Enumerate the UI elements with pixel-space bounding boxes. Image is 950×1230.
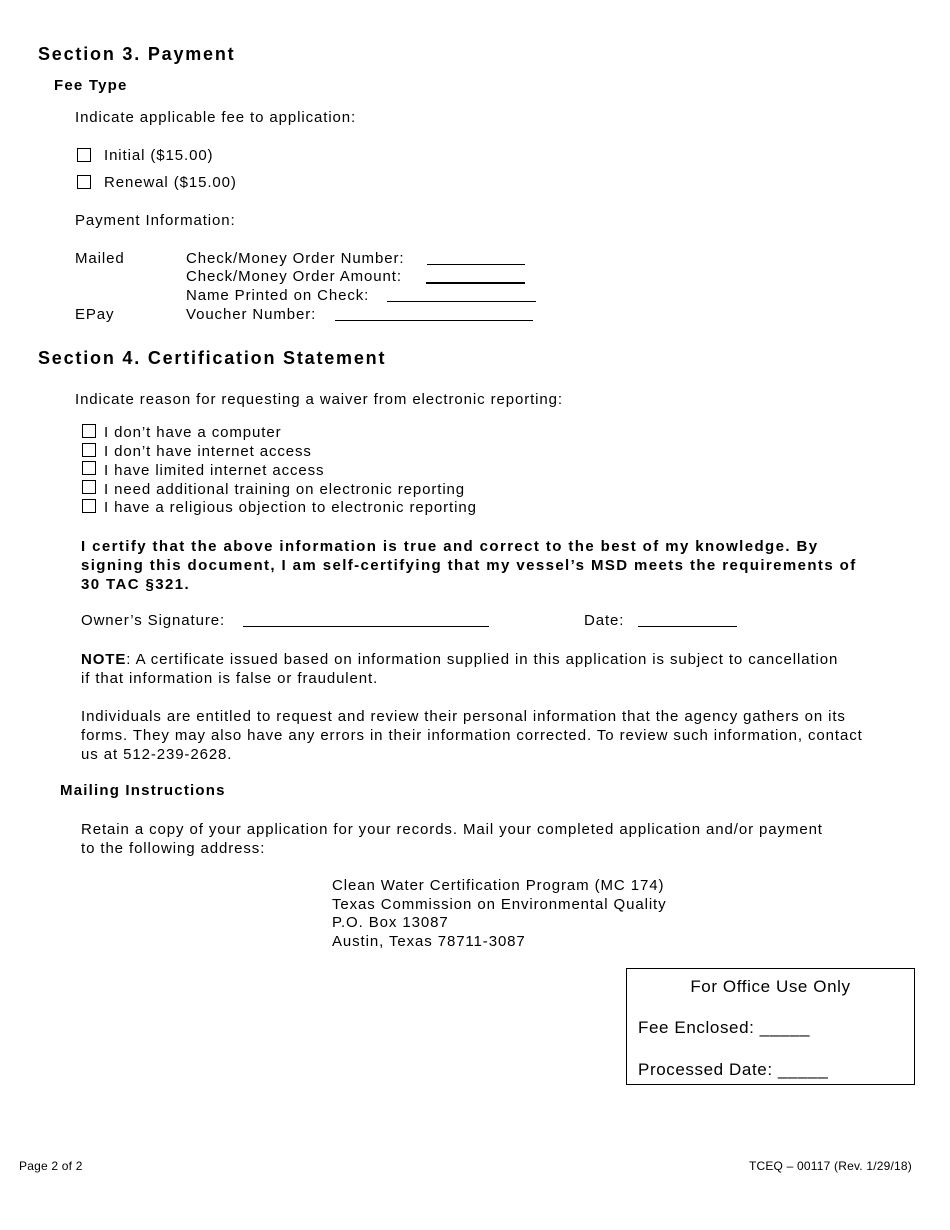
name-on-check-field[interactable] [387,301,536,302]
no-internet-label: I don’t have internet access [104,443,312,460]
date-field[interactable] [638,626,737,627]
voucher-number-field[interactable] [335,320,533,321]
mailing-instructions-text: Retain a copy of your application for your records. Mail your completed application and/or payment to the following address: [81,821,823,857]
section-4-title: Section 4. Certification Statement [38,348,387,368]
waiver-prompt: Indicate reason for requesting a waiver from electronic reporting: [75,391,563,408]
address-line-3: P.O. Box 13087 [332,914,449,931]
initial-fee-label: Initial ($15.00) [104,147,214,164]
office-use-title: For Office Use Only [690,977,851,996]
check-number-label: Check/Money Order Number: [186,250,405,267]
no-computer-label: I don’t have a computer [104,424,282,441]
note-text: : A certificate issued based on information supplied in this application is subject to cancellation if that information is false or fraudulent. [81,651,839,687]
form-id: TCEQ – 00117 (Rev. 1/29/18) [748,1159,912,1173]
certification-statement: I certify that the above information is true and correct to the best of my knowledge. By signing this document, I am self-certifying that my vessel’s MSD meets the requirements of 30 TAC §321. [81,538,857,593]
renewal-fee-checkbox[interactable] [77,175,91,189]
fee-type-prompt: Indicate applicable fee to application: [75,109,357,126]
fee-type-heading: Fee Type [54,77,128,94]
name-on-check-label: Name Printed on Check: [186,287,370,304]
office-use-box [626,968,915,1085]
owner-signature-field[interactable] [243,626,489,627]
processed-date-label: Processed Date: _____ [638,1060,829,1079]
date-label: Date: [584,612,625,629]
no-internet-checkbox[interactable] [82,443,96,457]
note-paragraph [81,650,841,688]
mailing-instructions-heading: Mailing Instructions [60,782,226,799]
mailed-label: Mailed [75,250,125,267]
need-training-checkbox[interactable] [82,480,96,494]
check-amount-label: Check/Money Order Amount: [186,268,402,285]
owner-signature-label: Owner’s Signature: [81,612,226,629]
epay-label: EPay [75,306,115,323]
fee-enclosed-label: Fee Enclosed: _____ [638,1018,811,1037]
need-training-label: I need additional training on electronic reporting [104,481,466,498]
no-computer-checkbox[interactable] [82,424,96,438]
limited-internet-label: I have limited internet access [104,462,325,479]
limited-internet-checkbox[interactable] [82,461,96,475]
address-line-2: Texas Commission on Environmental Quality [332,896,667,913]
religious-objection-label: I have a religious objection to electronic reporting [104,499,477,516]
renewal-fee-label: Renewal ($15.00) [104,174,237,191]
section-3-title: Section 3. Payment [38,44,236,64]
check-amount-field[interactable] [426,282,525,284]
religious-objection-checkbox[interactable] [82,499,96,513]
note-label: NOTE [81,651,127,668]
initial-fee-checkbox[interactable] [77,148,91,162]
voucher-number-label: Voucher Number: [186,306,317,323]
payment-info-heading: Payment Information: [75,212,236,229]
privacy-paragraph: Individuals are entitled to request and review their personal information that the agency gathers on its forms. They may also have any errors in their information corrected. To review such information, contact us at 512-239-2628. [81,708,863,763]
check-number-field[interactable] [427,264,525,265]
address-line-4: Austin, Texas 78711-3087 [332,933,526,950]
address-line-1: Clean Water Certification Program (MC 174) [332,877,665,894]
page-number: Page 2 of 2 [19,1159,83,1173]
